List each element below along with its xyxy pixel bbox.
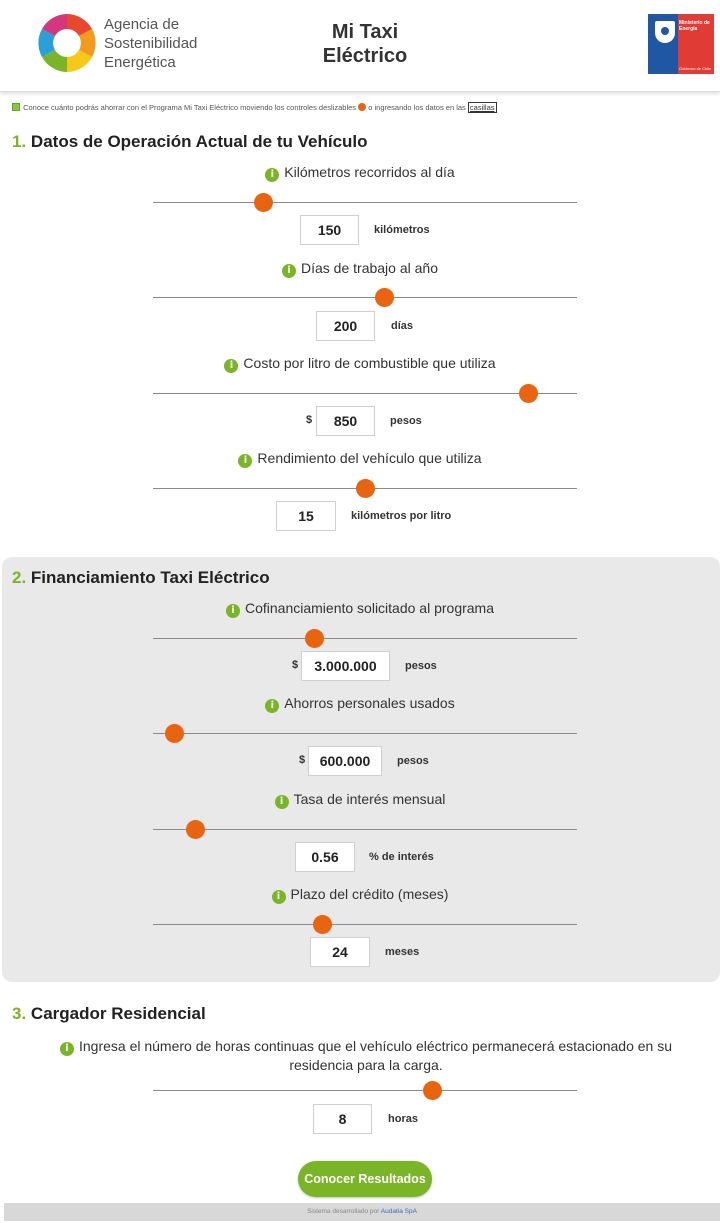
value-row-charging-hours bbox=[0, 1104, 720, 1134]
km-per-day-input[interactable]: 150 bbox=[300, 215, 359, 245]
intro-text-b: o ingresando los datos en las bbox=[368, 103, 466, 112]
footer-text: Sistema desarrollado por bbox=[307, 1208, 380, 1215]
currency-prefix: $ bbox=[299, 754, 306, 766]
value-row-interest-rate bbox=[0, 842, 720, 872]
unit-label: % de interés bbox=[369, 851, 434, 863]
value-row-fuel-cost bbox=[0, 406, 720, 436]
field-label-km-per-day bbox=[0, 164, 720, 182]
charger-description bbox=[36, 1037, 696, 1074]
field-label-text: Días de trabajo al año bbox=[301, 260, 438, 276]
ministry-logo[interactable] bbox=[648, 14, 714, 74]
field-label-fuel-cost bbox=[0, 355, 720, 373]
slider-fuel-cost[interactable] bbox=[153, 393, 577, 394]
slider-interest-rate[interactable] bbox=[153, 829, 577, 830]
unit-label: pesos bbox=[405, 660, 437, 672]
agency-line-1: Agencia de bbox=[104, 16, 180, 33]
unit-label: kilómetros por litro bbox=[351, 510, 452, 522]
info-icon[interactable]: i bbox=[238, 454, 252, 468]
check-icon bbox=[12, 103, 20, 111]
intro-text-a: Conoce cuánto podrás ahorrar con el Programa Mi Taxi Eléctrico moviendo los controles deslizables bbox=[23, 103, 357, 112]
field-label-text: Cofinanciamiento solicitado al programa bbox=[244, 600, 495, 616]
slider-cofinancing[interactable] bbox=[153, 638, 577, 639]
slider-handle[interactable] bbox=[313, 915, 332, 934]
section-3-title bbox=[12, 1004, 206, 1024]
info-icon[interactable]: i bbox=[226, 604, 240, 618]
section-1-number: 1. bbox=[12, 132, 27, 151]
section-2-title bbox=[12, 568, 270, 588]
section-2-number: 2. bbox=[12, 568, 27, 587]
unit-label: pesos bbox=[397, 755, 429, 767]
unit-label: kilómetros bbox=[374, 224, 430, 236]
header bbox=[0, 0, 720, 92]
intro-text bbox=[12, 103, 712, 112]
show-results-button[interactable]: Conocer Resultados bbox=[298, 1161, 432, 1197]
unit-label: meses bbox=[385, 946, 420, 958]
field-label-text: Tasa de interés mensual bbox=[293, 791, 446, 807]
field-label-text: Ahorros personales usados bbox=[284, 695, 455, 711]
info-icon[interactable]: i bbox=[60, 1042, 74, 1056]
slider-handle[interactable] bbox=[254, 193, 273, 212]
section-3-number: 3. bbox=[12, 1004, 27, 1023]
page-title-line-2: Eléctrico bbox=[322, 45, 408, 67]
unit-label: horas bbox=[388, 1113, 418, 1125]
slider-handle[interactable] bbox=[305, 629, 324, 648]
info-icon[interactable]: i bbox=[275, 795, 289, 809]
value-row-km-per-day bbox=[0, 215, 720, 245]
footer bbox=[4, 1203, 720, 1221]
slider-handle[interactable] bbox=[165, 724, 184, 743]
cofinancing-input[interactable]: 3.000.000 bbox=[301, 651, 390, 681]
slider-savings[interactable] bbox=[153, 733, 577, 734]
charger-description-text: Ingresa el número de horas continuas que el vehículo eléctrico permanecerá estacionado en su residencia para la carga. bbox=[78, 1038, 673, 1073]
chile-shield-icon bbox=[655, 21, 675, 43]
slider-handle[interactable] bbox=[375, 288, 394, 307]
unit-label: pesos bbox=[390, 415, 422, 427]
work-days-input[interactable]: 200 bbox=[316, 311, 375, 341]
field-label-text: Plazo del crédito (meses) bbox=[290, 886, 449, 902]
field-label-text: Costo por litro de combustible que utiliza bbox=[243, 355, 496, 371]
field-label-savings bbox=[0, 695, 720, 713]
slider-loan-term[interactable] bbox=[153, 924, 577, 925]
ministry-name bbox=[679, 20, 710, 32]
value-row-loan-term bbox=[0, 937, 720, 967]
field-label-text: Kilómetros recorridos al día bbox=[284, 164, 455, 180]
value-row-savings bbox=[0, 746, 720, 776]
field-label-text: Rendimiento del vehículo que utiliza bbox=[257, 450, 482, 466]
ministry-name-line-2: Energía bbox=[679, 26, 698, 32]
field-label-work-days bbox=[0, 260, 720, 278]
slider-work-days[interactable] bbox=[153, 297, 577, 298]
section-3-title-text: Cargador Residencial bbox=[30, 1004, 206, 1023]
field-label-loan-term bbox=[0, 886, 720, 904]
government-label: Gobierno de Chile bbox=[679, 66, 712, 71]
field-label-cofinancing bbox=[0, 600, 720, 618]
value-row-efficiency bbox=[0, 501, 720, 531]
agency-logo[interactable] bbox=[36, 12, 216, 76]
value-row-cofinancing bbox=[0, 651, 720, 681]
value-row-work-days bbox=[0, 311, 720, 341]
page-title-line-1: Mi Taxi bbox=[331, 21, 399, 43]
slider-handle[interactable] bbox=[423, 1081, 442, 1100]
currency-prefix: $ bbox=[292, 659, 299, 671]
agency-line-3: Energética bbox=[104, 54, 176, 71]
footer-developer-link[interactable]: Audatia SpA bbox=[380, 1208, 417, 1215]
info-icon[interactable]: i bbox=[265, 168, 279, 182]
slider-efficiency[interactable] bbox=[153, 488, 577, 489]
currency-prefix: $ bbox=[306, 414, 313, 426]
efficiency-input[interactable]: 15 bbox=[276, 501, 336, 531]
fuel-cost-input[interactable]: 850 bbox=[316, 406, 375, 436]
info-icon[interactable]: i bbox=[272, 890, 286, 904]
slider-charging-hours[interactable] bbox=[153, 1090, 577, 1091]
info-icon[interactable]: i bbox=[282, 264, 296, 278]
info-icon[interactable]: i bbox=[224, 359, 238, 373]
agency-line-2: Sostenibilidad bbox=[104, 35, 198, 52]
ministry-name-line-1: Ministerio de bbox=[679, 20, 710, 26]
section-1-title-text: Datos de Operación Actual de tu Vehículo bbox=[30, 132, 368, 151]
field-label-efficiency bbox=[0, 450, 720, 468]
slider-dot-icon bbox=[358, 103, 366, 111]
charging-hours-input[interactable]: 8 bbox=[313, 1104, 372, 1134]
agency-name bbox=[104, 15, 197, 72]
slider-handle[interactable] bbox=[186, 820, 205, 839]
section-1-title bbox=[12, 132, 368, 152]
savings-input[interactable]: 600.000 bbox=[308, 746, 382, 776]
section-2-title-text: Financiamiento Taxi Eléctrico bbox=[30, 568, 270, 587]
interest-rate-input[interactable]: 0.56 bbox=[295, 842, 355, 872]
agency-wheel-icon bbox=[36, 12, 98, 74]
loan-term-input[interactable]: 24 bbox=[310, 937, 370, 967]
slider-handle[interactable] bbox=[519, 384, 538, 403]
unit-label: días bbox=[391, 320, 414, 332]
field-label-interest-rate bbox=[0, 791, 720, 809]
page-title bbox=[290, 20, 440, 68]
slider-km-per-day[interactable] bbox=[153, 202, 577, 203]
intro-boxes-link[interactable]: casillas bbox=[469, 103, 495, 112]
info-icon[interactable]: i bbox=[265, 699, 279, 713]
slider-handle[interactable] bbox=[356, 479, 375, 498]
